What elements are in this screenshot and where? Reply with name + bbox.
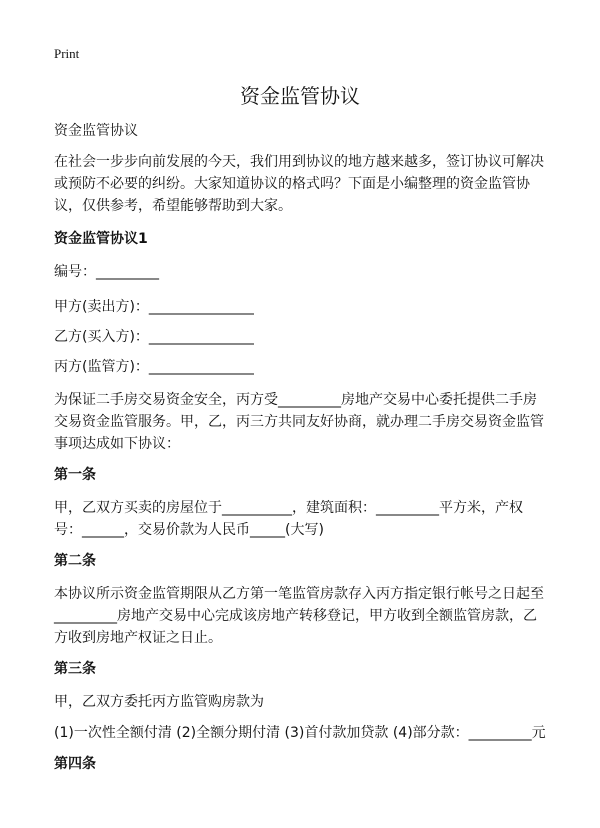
- preamble-paragraph: 为保证二手房交易资金安全，丙方受_________房地产交易中心委托提供二手房交易资金监管服务。甲，乙，丙三方共同友好协商，就办理二手房交易资金监管事项达成如下协议：: [54, 392, 544, 452]
- article-paragraph: (1)一次性全额付清 (2)全额分期付清 (3)首付款加贷款 (4)部分款：_________元: [54, 725, 546, 741]
- print-link[interactable]: Print: [54, 46, 80, 61]
- page-title: 资金监管协议: [240, 84, 360, 108]
- section-title: 资金监管协议1: [54, 231, 148, 247]
- article-heading: 第一条: [54, 467, 96, 483]
- field-party-a: 甲方(卖出方)：_______________: [54, 299, 254, 315]
- subtitle: 资金监管协议: [54, 123, 138, 139]
- article-heading: 第三条: [54, 661, 96, 677]
- intro-paragraph: 在社会一步步向前发展的今天，我们用到协议的地方越来越多，签订协议可解决或预防不必要的纠纷。大家知道协议的格式吗？下面是小编整理的资金监管协议，仅供参考，希望能够帮助到大家。: [54, 154, 544, 214]
- field-party-c: 丙方(监管方)：_______________: [54, 359, 254, 375]
- article-paragraph: 甲，乙双方买卖的房屋位于__________，建筑面积：_________平方米，产权号：______，交易价款为人民币_____(大写): [54, 500, 523, 538]
- field-party-b: 乙方(买入方)：_______________: [54, 329, 254, 345]
- document-body: [54, 120, 548, 786]
- article-heading: 第二条: [54, 553, 96, 569]
- article-heading: 第四条: [54, 756, 96, 772]
- article-paragraph: 本协议所示资金监管期限从乙方第一笔监管房款存入丙方指定银行帐号之日起至_________房地产交易中心完成该房地产转移登记，甲方收到全额监管房款，乙方收到房地产权证之日止。: [54, 586, 544, 646]
- field-number: 编号：_________: [54, 264, 159, 280]
- article-paragraph: 甲，乙双方委托丙方监管购房款为: [54, 694, 264, 710]
